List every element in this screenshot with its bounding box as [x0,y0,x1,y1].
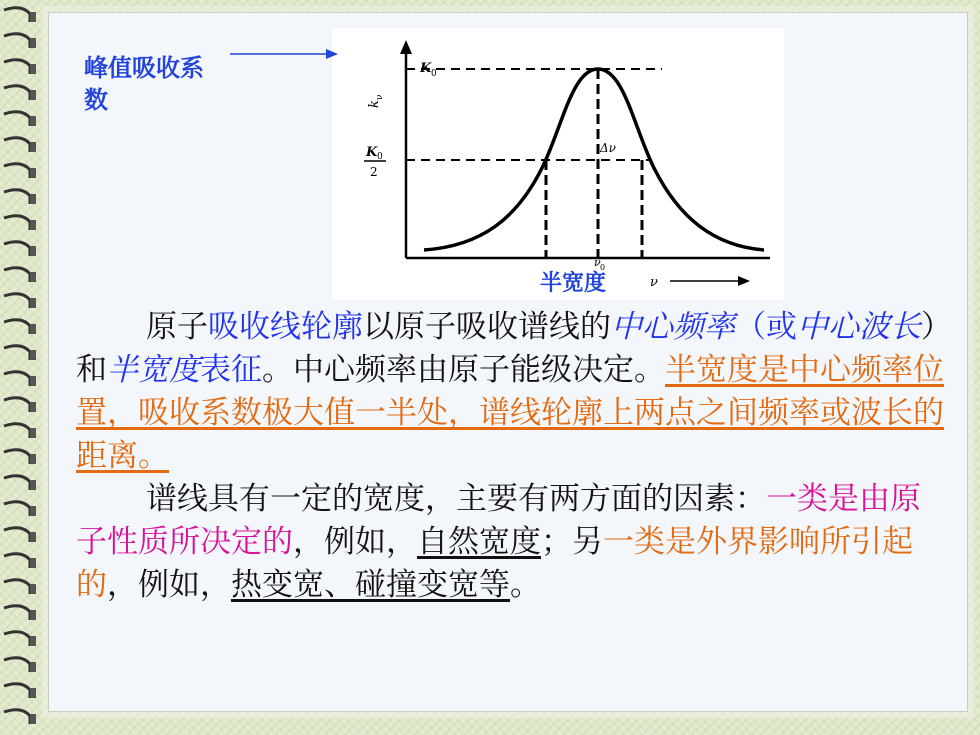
x-axis-label: ν [650,275,658,290]
binding-ring [4,8,30,22]
binding-ring [4,190,30,204]
text-example-2: ，例如， [107,567,231,603]
binding-ring [4,528,30,542]
binding-hole [30,688,36,698]
binding-ring [4,60,30,74]
binding-hole [30,272,36,282]
thermal-collision-broadening: 热变宽、碰撞变宽等 [231,567,510,603]
binding-ring [4,34,30,48]
binding-ring [4,554,30,568]
term-characterize: 表征 [200,352,262,388]
binding-ring [4,112,30,126]
binding-ring [4,398,30,412]
binding-hole [30,610,36,620]
binding-ring [4,580,30,594]
x-arrow-head [738,276,750,286]
k0-half-num-sub: 0 [377,152,383,162]
y-axis-label: k [367,100,382,108]
binding-hole [30,714,36,724]
binding-hole [30,220,36,230]
text-atom: 原子 [146,309,208,345]
peak-label-arrow [230,44,340,64]
nu0-label: ν [594,256,601,269]
text-center-freq-determined: 。中心频率由原子能级决定。 [262,352,665,388]
binding-hole [30,350,36,360]
binding-hole [30,142,36,152]
binding-hole [30,38,36,48]
paragraph-2 [76,478,946,607]
y-axis-sub: ν [375,94,385,100]
binding-ring [4,320,30,334]
text-two-factors: 谱线具有一定的宽度，主要有两方面的因素： [146,481,766,517]
body-text [76,306,946,607]
binding-ring [4,138,30,152]
binding-hole [30,558,36,568]
binding-ring [4,710,30,724]
binding-hole [30,90,36,100]
binding-hole [30,298,36,308]
absorption-profile-figure [332,28,784,300]
binding-hole [30,454,36,464]
factor-external: 一类是外界影响所引起的 [76,524,913,603]
halfwidth-label: 半宽度 [540,270,607,296]
text-example: ，例如， [293,524,417,560]
binding-hole [30,428,36,438]
k0-sub: 0 [431,69,437,79]
binding-hole [30,194,36,204]
natural-width: 自然宽度 [417,524,541,560]
binding-hole [30,246,36,256]
k0-label: K [420,61,432,76]
term-absorption-profile: 吸收线轮廓 [208,309,363,345]
binding-ring [4,86,30,100]
halfwidth-definition: 半宽度是中心频率位置，吸收系数极大值一半处，谱线轮廓上两点之间频率或波长的距离。 [76,352,944,474]
binding-ring [4,450,30,464]
binding-hole [30,506,36,516]
k0-half-denominator: 2 [370,165,378,179]
binding-ring [4,502,30,516]
binding-ring [4,424,30,438]
binding-hole [30,116,36,126]
binding-ring [4,294,30,308]
binding-hole [30,376,36,386]
factor-atomic-properties: 一类是由原子性质所决定的 [76,481,921,560]
binding-hole [30,402,36,412]
term-center-wavelength: 中心波长 [797,309,921,345]
text-segment: 以原子吸收谱线的 [363,309,611,345]
binding-hole [30,168,36,178]
absorption-curve-plot [332,28,784,300]
text-another: ；另 [541,524,603,560]
binding-hole [30,662,36,672]
delta-nu-label: Δν [600,141,616,155]
peak-absorption-label: 峰值吸收系数 [84,53,204,114]
binding-hole [30,480,36,490]
text-period: 。 [510,567,541,603]
text-or: （或 [735,309,797,345]
k0-half-numerator: K [366,145,378,160]
binding-ring [4,164,30,178]
binding-hole [30,584,36,594]
binding-ring [4,606,30,620]
y-axis-arrow [400,40,412,54]
binding-hole [30,12,36,22]
term-center-frequency: 中心频率 [611,309,735,345]
binding-hole [30,636,36,646]
binding-ring [4,372,30,386]
spiral-binding [0,0,44,735]
binding-hole [30,532,36,542]
binding-ring [4,346,30,360]
nu0-sub: 0 [600,263,606,272]
binding-ring [4,476,30,490]
binding-ring [4,268,30,282]
binding-ring [4,216,30,230]
binding-hole [30,64,36,74]
text-and: ）和 [76,309,937,388]
paragraph-1 [76,306,946,478]
binding-ring [4,632,30,646]
binding-hole [30,324,36,334]
binding-ring [4,242,30,256]
binding-ring [4,658,30,672]
binding-ring [4,684,30,698]
term-halfwidth: 半宽度 [107,352,200,388]
